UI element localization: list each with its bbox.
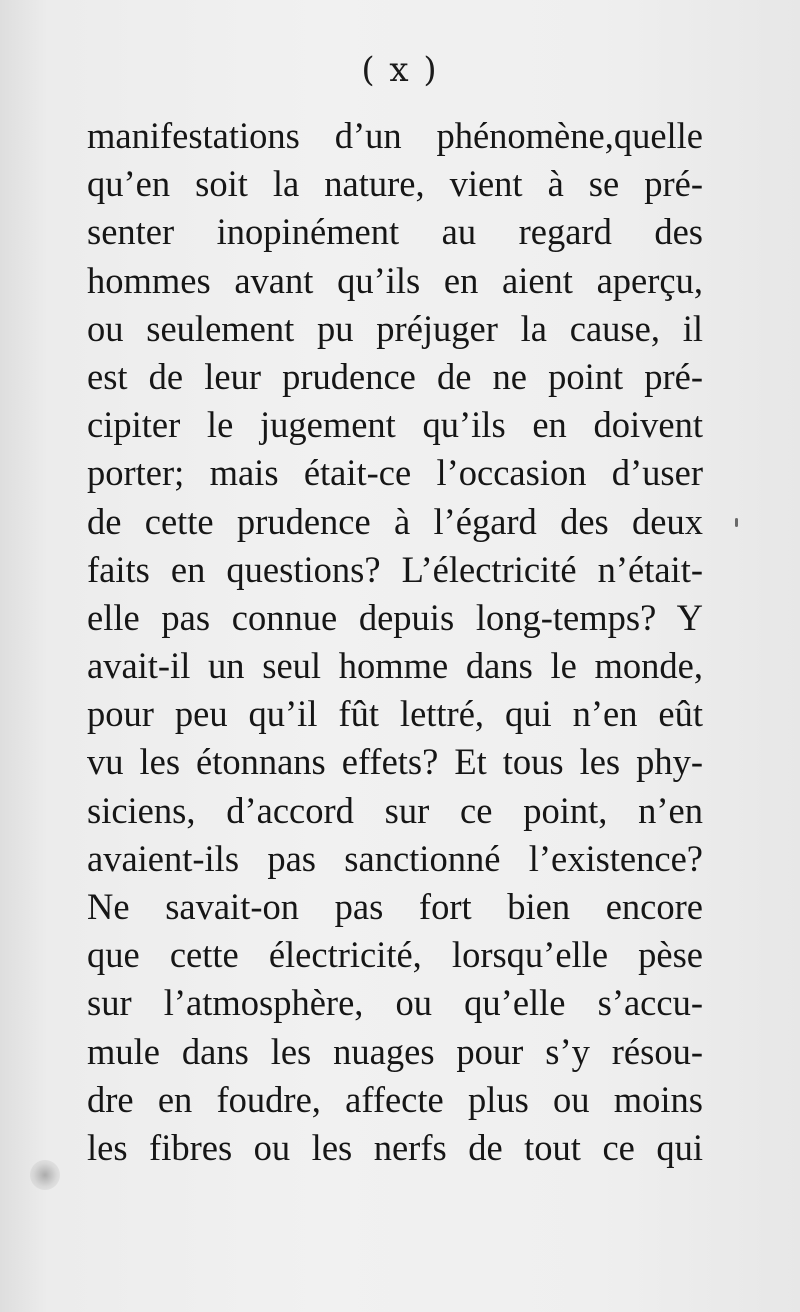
text-line: que cette électricité, lorsqu’elle pèse	[87, 934, 703, 976]
ink-smudge	[30, 1160, 60, 1190]
text-line: dre en foudre, affecte plus ou moins	[87, 1078, 703, 1120]
text-line: elle pas connue depuis long-temps? Y	[87, 596, 703, 638]
text-line: faits en questions? L’électricité n’était-	[87, 548, 703, 590]
text-line: est de leur prudence de ne point pré-	[87, 355, 703, 397]
text-line: de cette prudence à l’égard des deux	[87, 500, 703, 542]
text-line: qu’en soit la nature, vient à se pré-	[87, 163, 703, 205]
text-line: pour peu qu’il fût lettré, qui n’en eût	[87, 693, 703, 735]
ink-speck	[735, 518, 738, 527]
text-line: avait-il un seul homme dans le monde,	[87, 645, 703, 687]
text-line: hommes avant qu’ils en aient aperçu,	[87, 259, 703, 301]
text-line: manifestations d’un phénomène,quelle	[87, 115, 703, 156]
text-line: senter inopinément au regard des	[87, 211, 703, 253]
body-text	[87, 112, 703, 1172]
text-line: Ne savait-on pas fort bien encore	[87, 886, 703, 927]
text-line: siciens, d’accord sur ce point, n’en	[87, 789, 703, 831]
text-line: ou seulement pu préjuger la cause, il	[87, 307, 703, 349]
text-line: vu les étonnans effets? Et tous les phy-	[87, 741, 703, 783]
text-line: sur l’atmosphère, ou qu’elle s’accu-	[87, 982, 703, 1024]
text-line: cipiter le jugement qu’ils en doivent	[87, 404, 703, 446]
text-line: avaient-ils pas sanctionné l’existence?	[87, 837, 703, 879]
text-line: porter; mais était-ce l’occasion d’user	[87, 452, 703, 494]
text-line: les fibres ou les nerfs de tout ce qui	[87, 1126, 703, 1168]
page-number: ( x )	[361, 50, 439, 90]
text-line: mule dans les nuages pour s’y résou-	[87, 1030, 703, 1072]
